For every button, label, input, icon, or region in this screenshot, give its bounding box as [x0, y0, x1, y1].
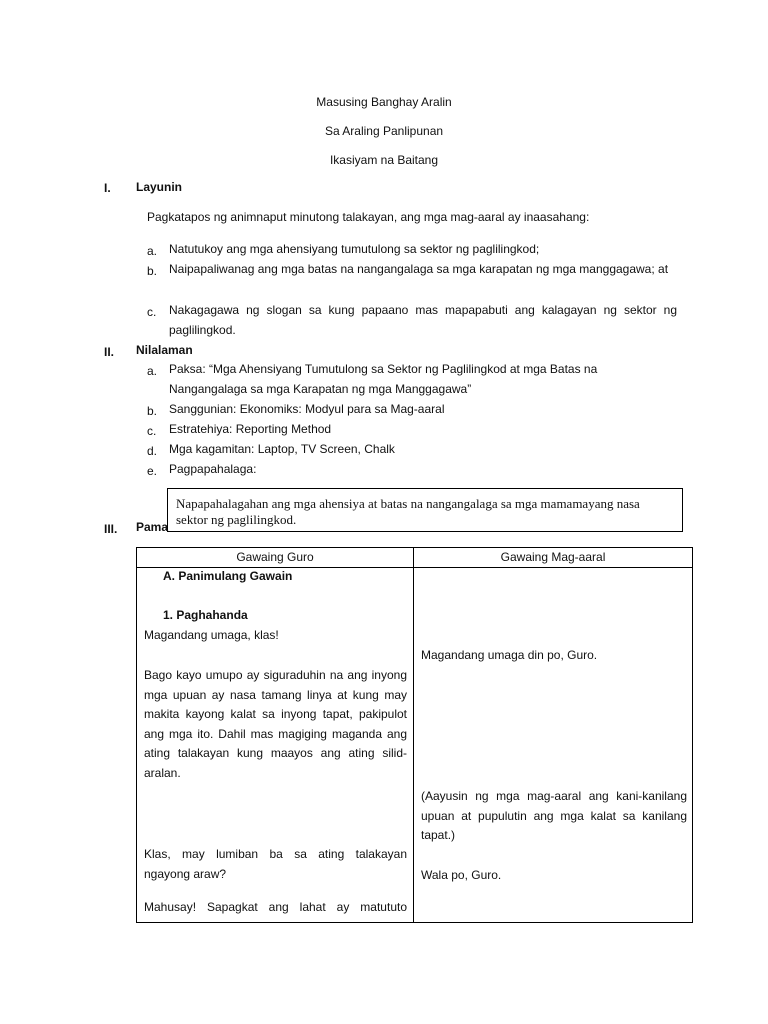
content-a-text: Paksa: “Mga Ahensiyang Tumutulong sa Sektor ng Paglilingkod at mga Batas na Nangangalaga sa mga Karapatan ng mga Manggagawa” — [169, 362, 598, 396]
student-action: (Aayusin ng mga mag-aaral ang kani-kanilang upuan at pupulutin ang mga kalat sa kanilang tapat.) — [421, 789, 687, 842]
student-reply-attendance: Wala po, Guro. — [421, 868, 502, 882]
teacher-question: Klas, may lumiban ba sa ating talakayan ngayong araw? — [144, 847, 407, 881]
objective-c-text: Nakagagawa ng slogan sa kung papaano mas mapapabuti ang kalagayan ng sektor ng paglilingkod. — [169, 303, 677, 337]
student-activity-cell — [414, 568, 693, 923]
section-2-title: Nilalaman — [136, 343, 193, 357]
content-d-text: Mga kagamitan: Laptop, TV Screen, Chalk — [169, 442, 395, 456]
lesson-procedure-table — [136, 547, 693, 923]
section-3-number: III. — [104, 522, 118, 536]
teacher-greeting: Magandang umaga, klas! — [144, 628, 279, 642]
teacher-subheading: A. Panimulang Gawain — [163, 569, 293, 583]
teacher-column-header: Gawaing Guro — [137, 548, 414, 568]
content-c-letter: c. — [147, 424, 157, 438]
objective-a-text: Natutukoy ang mga ahensiyang tumutulong sa sektor ng paglilingkod; — [169, 242, 540, 256]
content-b-text: Sanggunian: Ekonomiks: Modyul para sa Mag-aaral — [169, 402, 445, 416]
doc-grade-level: Ikasiyam na Baitang — [329, 153, 439, 167]
content-c-text: Estratehiya: Reporting Method — [169, 422, 332, 436]
section-1-number: I. — [104, 181, 111, 195]
section-2-number: II. — [104, 345, 115, 359]
teacher-step-heading: 1. Paghahanda — [163, 608, 248, 622]
objective-c-letter: c. — [147, 305, 157, 319]
content-e-text: Pagpapahalaga: — [169, 462, 257, 476]
teacher-activity-cell — [137, 568, 414, 923]
content-d-letter: d. — [147, 444, 158, 458]
section-3-title: Pama — [136, 520, 169, 534]
content-e-letter: e. — [147, 464, 158, 478]
teacher-praise: Mahusay! Sapagkat ang lahat ay matututo — [144, 900, 407, 914]
content-b-letter: b. — [147, 404, 158, 418]
student-column-header: Gawaing Mag-aaral — [414, 548, 693, 568]
section-1-title: Layunin — [136, 180, 183, 194]
section-1-intro: Pagkatapos ng animnaput minutong talakayan, ang mga mag-aaral ay inaasahang: — [147, 210, 590, 224]
doc-title: Masusing Banghay Aralin — [316, 95, 452, 109]
student-reply-greeting: Magandang umaga din po, Guro. — [421, 648, 598, 662]
content-a-letter: a. — [147, 364, 158, 378]
objective-b-text: Naipapaliwanag ang mga batas na nangangalaga sa mga karapatan ng mga manggagawa; at — [169, 262, 669, 276]
values-statement-box: Napapahalagahan ang mga ahensiya at batas na nangangalaga sa mga mamamayang nasa sektor ng paglilingkod. — [167, 488, 683, 532]
objective-b-letter: b. — [147, 264, 158, 278]
teacher-instruction: Bago kayo umupo ay siguraduhin na ang inyong mga upuan ay nasa tamang linya at kung may makita kayong kalat sa inyong tapat, pakipulot ang mga ito. Dahil mas magiging maganda ang ating talakayan kung maayos ang ating silid-aralan. — [144, 668, 407, 780]
doc-subject: Sa Araling Panlipunan — [324, 124, 444, 138]
objective-a-letter: a. — [147, 244, 158, 258]
